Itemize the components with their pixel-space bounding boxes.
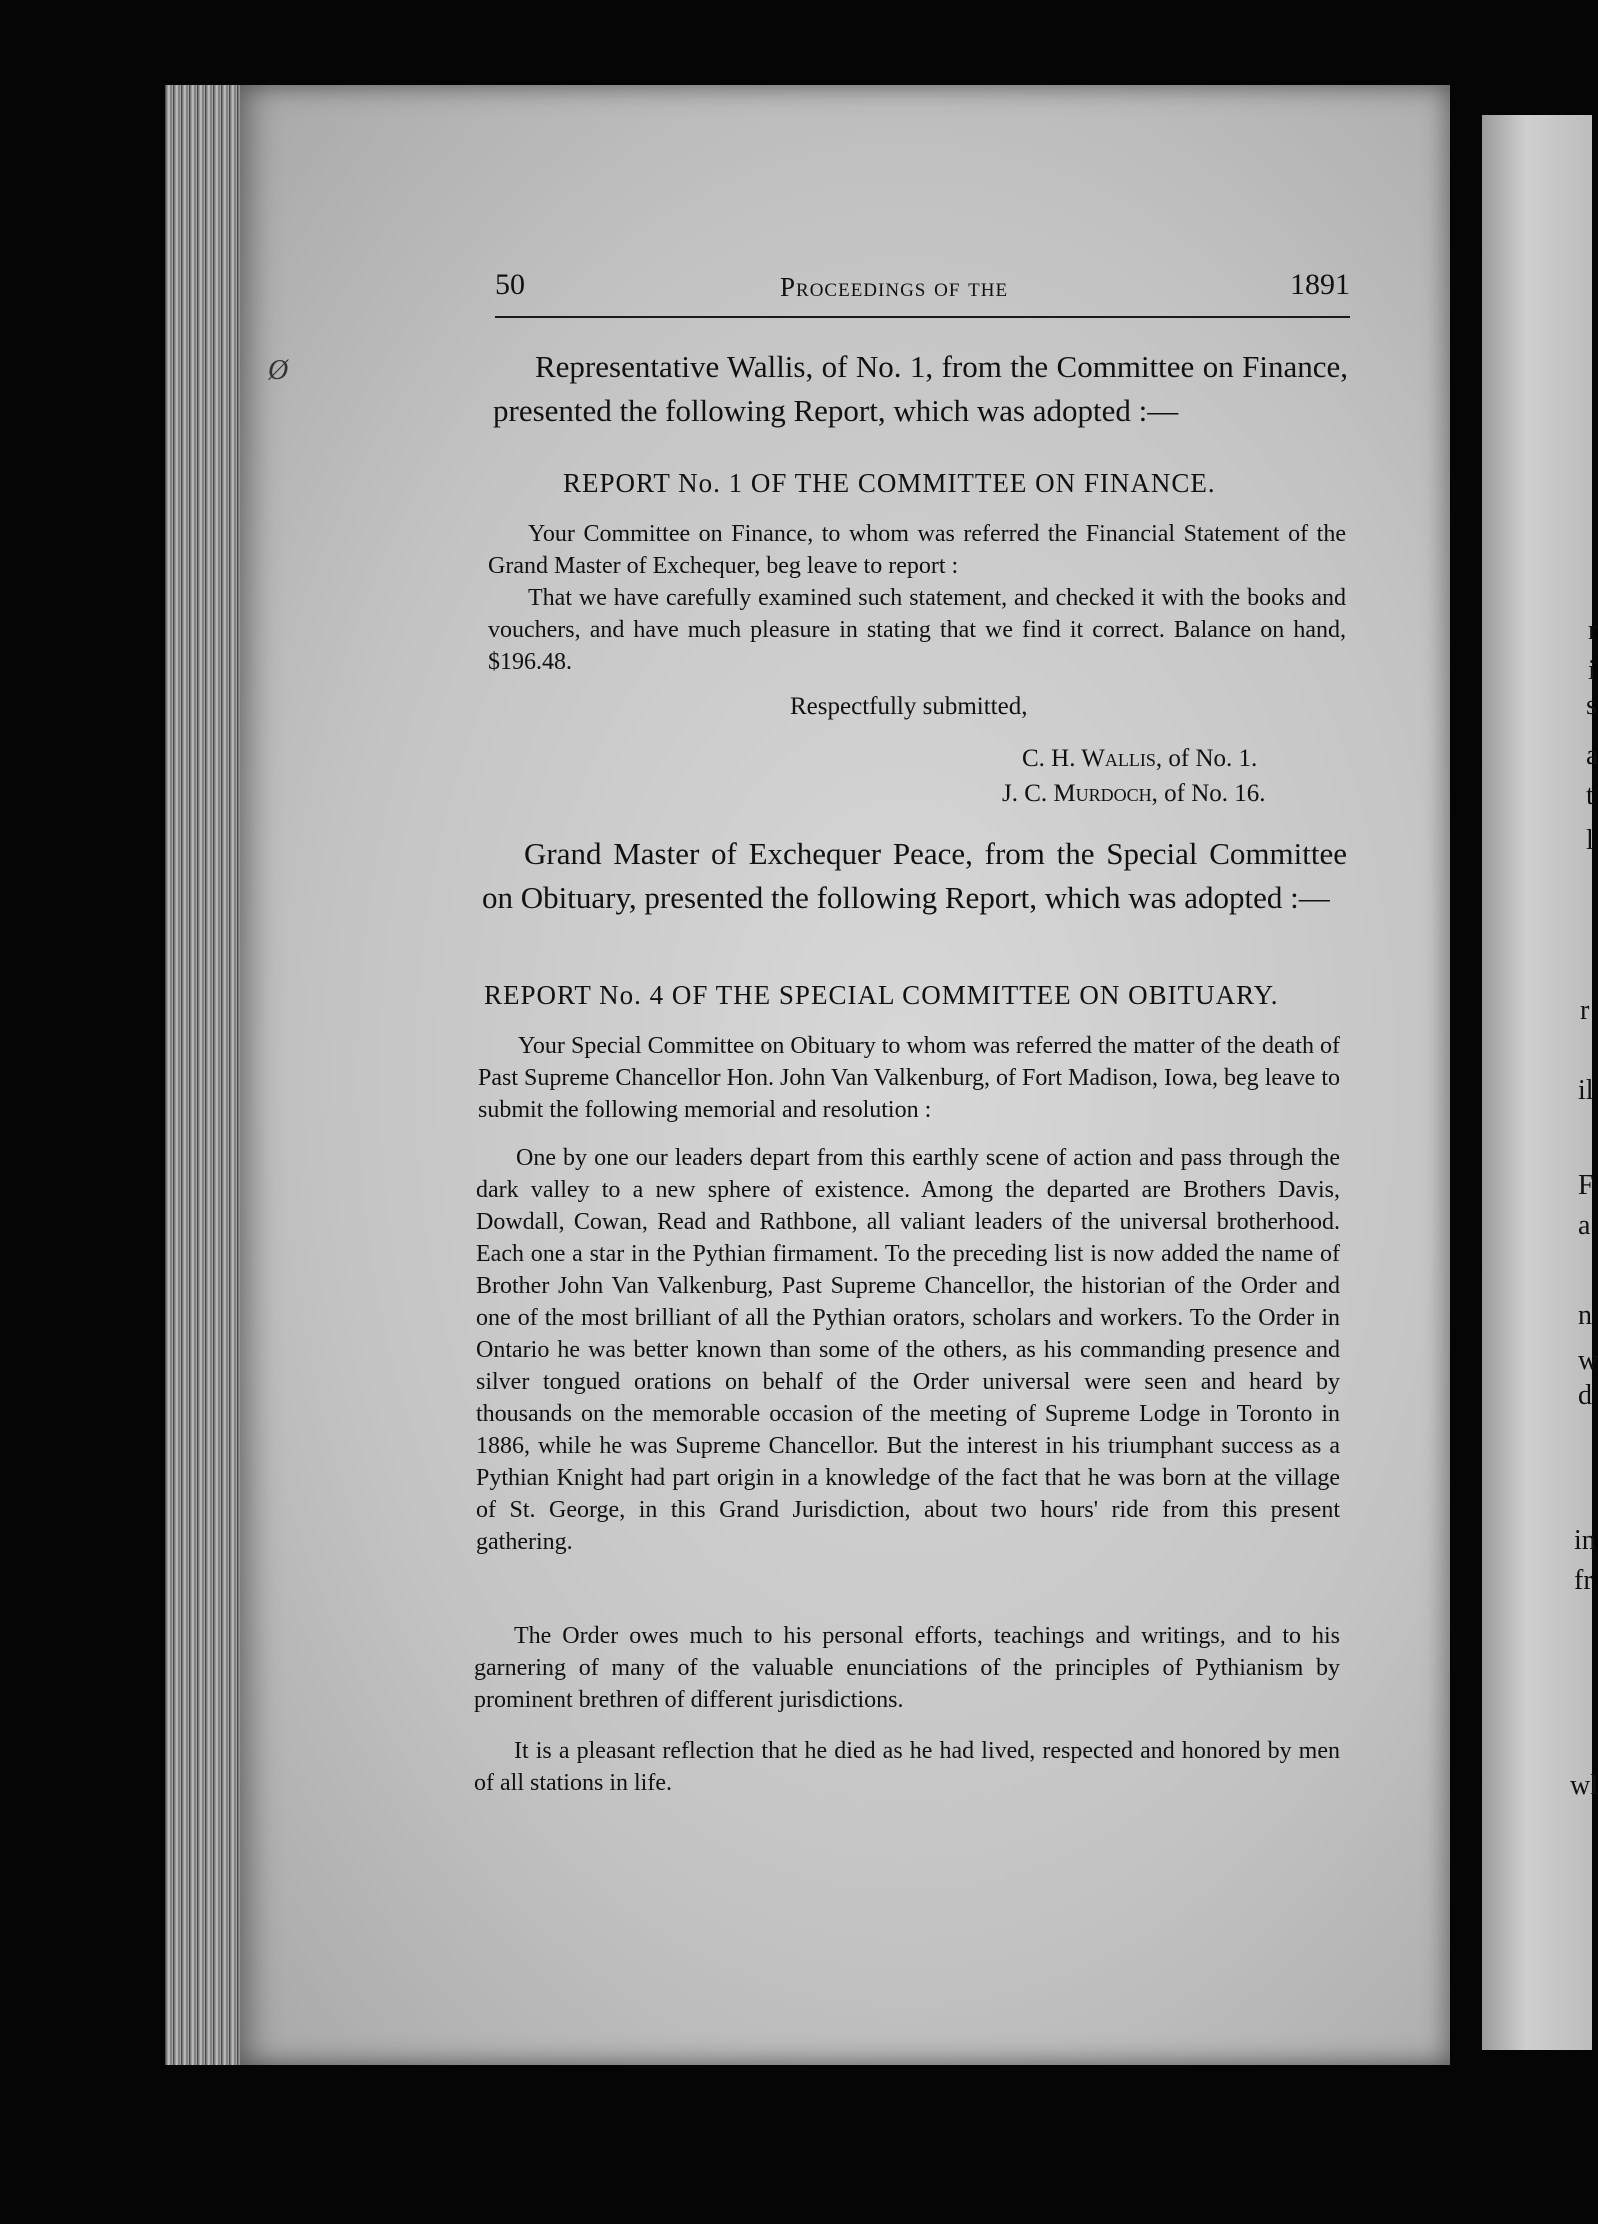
running-header <box>495 268 1350 318</box>
facing-page-fragment: t <box>1586 780 1594 811</box>
facing-page-fragment: F <box>1578 1170 1594 1201</box>
closing-salutation: Respectfully submitted, <box>790 693 1028 720</box>
facing-page-fragment: r <box>1588 615 1598 646</box>
facing-page-fragment: wl <box>1570 1770 1598 1801</box>
obituary-intro-paragraph: Grand Master of Exchequer Peace, from the Special Committee on Obituary, presented the following Report, which was adopted :— <box>482 836 1347 915</box>
signature-line <box>1022 745 1257 773</box>
facing-page-fragment: n <box>1578 1300 1592 1331</box>
obituary-report-title: REPORT No. 4 OF THE SPECIAL COMMITTEE ON OBITUARY. <box>484 980 1279 1010</box>
facing-page-fragment: fr <box>1574 1565 1593 1596</box>
signatory-lodge: of No. 16. <box>1164 780 1266 807</box>
signatory-name: C. H. Wallis, <box>1022 745 1163 772</box>
facing-page-fragment: in <box>1574 1525 1596 1556</box>
signatory-name: J. C. Murdoch, <box>1002 780 1158 807</box>
header-year: 1891 <box>1290 268 1350 301</box>
finance-paragraph-1: Your Committee on Finance, to whom was referred the Financial Statement of the Grand Master of Exchequer, beg leave to report : <box>488 521 1346 579</box>
facing-page-fragment: a <box>1586 740 1598 771</box>
facing-page <box>1482 115 1598 2050</box>
facing-page-fragment: il <box>1578 1075 1594 1106</box>
obituary-paragraph-3: The Order owes much to his personal efforts, teachings and writings, and to his garnering of many of the valuable enunciations of the principles of Pythianism by prominent brethren of different jurisdictions. <box>474 1623 1340 1713</box>
finance-intro-paragraph: Representative Wallis, of No. 1, from the Committee on Finance, presented the following Report, which was adopted :— <box>493 349 1348 428</box>
obituary-paragraph-1: Your Special Committee on Obituary to whom was referred the matter of the death of Past Supreme Chancellor Hon. John Van Valkenburg, of Fort Madison, Iowa, beg leave to submit the following memorial and resolution : <box>478 1033 1340 1123</box>
facing-page-fragment: r <box>1580 995 1590 1026</box>
facing-page-fragment: s <box>1586 690 1597 721</box>
signatory-lodge: of No. 1. <box>1168 745 1258 772</box>
running-title: Proceedings of the <box>780 272 1009 302</box>
finance-paragraph-2: That we have carefully examined such statement, and checked it with the books and vouchers, and have much pleasure in stating that we find it correct. Balance on hand, $196.48. <box>488 585 1346 675</box>
facing-page-fragment: d <box>1578 1380 1592 1411</box>
page-number: 50 <box>495 268 525 301</box>
facing-page-fragment: a <box>1578 1210 1591 1241</box>
facing-page-fragment: i <box>1588 655 1596 686</box>
finance-report-title: REPORT No. 1 OF THE COMMITTEE ON FINANCE. <box>563 468 1216 498</box>
obituary-paragraph-4: It is a pleasant reflection that he died as he had lived, respected and honored by men of all stations in life. <box>474 1738 1340 1796</box>
facing-page-fragment: w <box>1578 1345 1598 1376</box>
facing-page-fragment: l <box>1586 825 1594 856</box>
margin-annotation: Ø <box>268 355 289 386</box>
obituary-paragraph-2: One by one our leaders depart from this earthly scene of action and pass through the dark valley to a new sphere of existence. Among the departed are Brothers Davis, Dowdall, Cowan, Read and Rathbone, all valiant leaders of the universal brotherhood. Each one a star in the Pythian firmament. To the preceding list is now added the name of Brother John Van Valkenburg, Past Supreme Chancellor, the historian of the Order and one of the most brilliant of all the Pythian orators, scholars and workers. To the Order in Ontario he was better known than some of the others, as his commanding presence and silver tongued orations on behalf of the Order universal were seen and heard by thousands on the memorable occasion of the meeting of Supreme Lodge in Toronto in 1886, while he was Supreme Chancellor. But the interest in his triumphant success as a Pythian Knight had part origin in a knowledge of the fact that he was born at the village of St. George, in this Grand Jurisdiction, about two hours' ride from this present gathering. <box>476 1145 1340 1555</box>
signature-line <box>1002 780 1266 808</box>
